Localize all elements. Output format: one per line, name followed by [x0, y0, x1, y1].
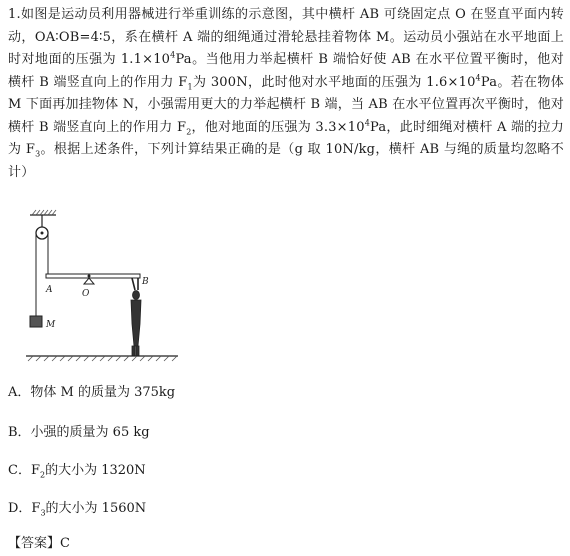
ceiling-hatch	[32, 210, 56, 215]
option-d-prefix: D．F	[8, 501, 41, 516]
lever-diagram-svg	[22, 206, 182, 366]
option-a-text: A．物体 M 的质量为 375kg	[8, 385, 176, 400]
question-text-7: 。根据上述条件，下列计算结果正确的是（g 取 10N/kg，横杆 AB 与绳的质量均忽略不计）	[8, 142, 564, 180]
exponent-2: 4	[475, 73, 481, 83]
subscript-f3: 3	[35, 149, 41, 159]
label-b: B	[142, 277, 149, 287]
subscript-f1: 1	[187, 82, 193, 92]
option-d-subscript: 3	[40, 508, 46, 518]
question-text-2: Pa。当他用力举起横杆 B 端恰好使 AB 在水平位置平衡时，他对横杆 B 端竖直向上的作用力 F	[8, 52, 564, 90]
option-c-prefix: C．F	[8, 463, 40, 478]
option-c-subscript: 2	[39, 470, 46, 480]
answer-label: 【答案】	[8, 536, 61, 551]
answer-line	[8, 535, 70, 553]
pulley-axle	[41, 232, 44, 235]
question-text-1: 如图是运动员利用器械进行举重训练的示意图，其中横杆 AB 可绕固定点 O 在竖直平面内转动，OA∶OB=4∶5，系在横杆 A 端的细绳通过滑轮悬挂着物体 M。运动员小强站在水平地面上时对地面的压强为 1.1×10	[8, 7, 564, 67]
pivot-point	[88, 275, 91, 278]
exponent-3: 4	[364, 118, 371, 128]
question-text-5: ，他对地面的压强为 3.3×10	[191, 119, 365, 135]
lever-ab	[46, 274, 140, 278]
option-a[interactable]	[8, 384, 175, 402]
option-d[interactable]	[8, 500, 146, 518]
label-o: O	[82, 289, 90, 299]
pivot-o	[84, 278, 94, 284]
option-c-text: 的大小为 1320N	[45, 463, 146, 478]
option-b-text: B．小强的质量为 65 kg	[8, 425, 150, 440]
question-text-6: Pa，此时细绳对横杆 A 端的拉力为 F	[8, 119, 565, 157]
question-text-4: Pa。若在物体 M 下面再加挂物体 N，小强需用更大的力举起横杆 B 端，当 AB 在水平位置再次平衡时，他对横杆 B 端竖直向上的作用力 F	[8, 74, 564, 135]
question-stem	[8, 4, 564, 184]
athlete-figure	[131, 278, 141, 356]
option-b[interactable]	[8, 424, 150, 442]
lever-diagram	[22, 206, 182, 366]
subscript-f2: 2	[186, 127, 192, 137]
label-a: A	[46, 285, 53, 295]
object-m	[30, 316, 42, 327]
answer-value: C	[60, 536, 70, 551]
question-number: 1.	[8, 7, 21, 22]
label-m: M	[46, 320, 56, 330]
exponent-1: 4	[170, 50, 176, 60]
question-text-3: 为 300N，此时他对水平地面的压强为 1.6×10	[192, 74, 476, 90]
ground-hatch	[28, 356, 177, 361]
option-d-text: 的大小为 1560N	[45, 501, 147, 516]
option-c[interactable]	[8, 462, 146, 480]
